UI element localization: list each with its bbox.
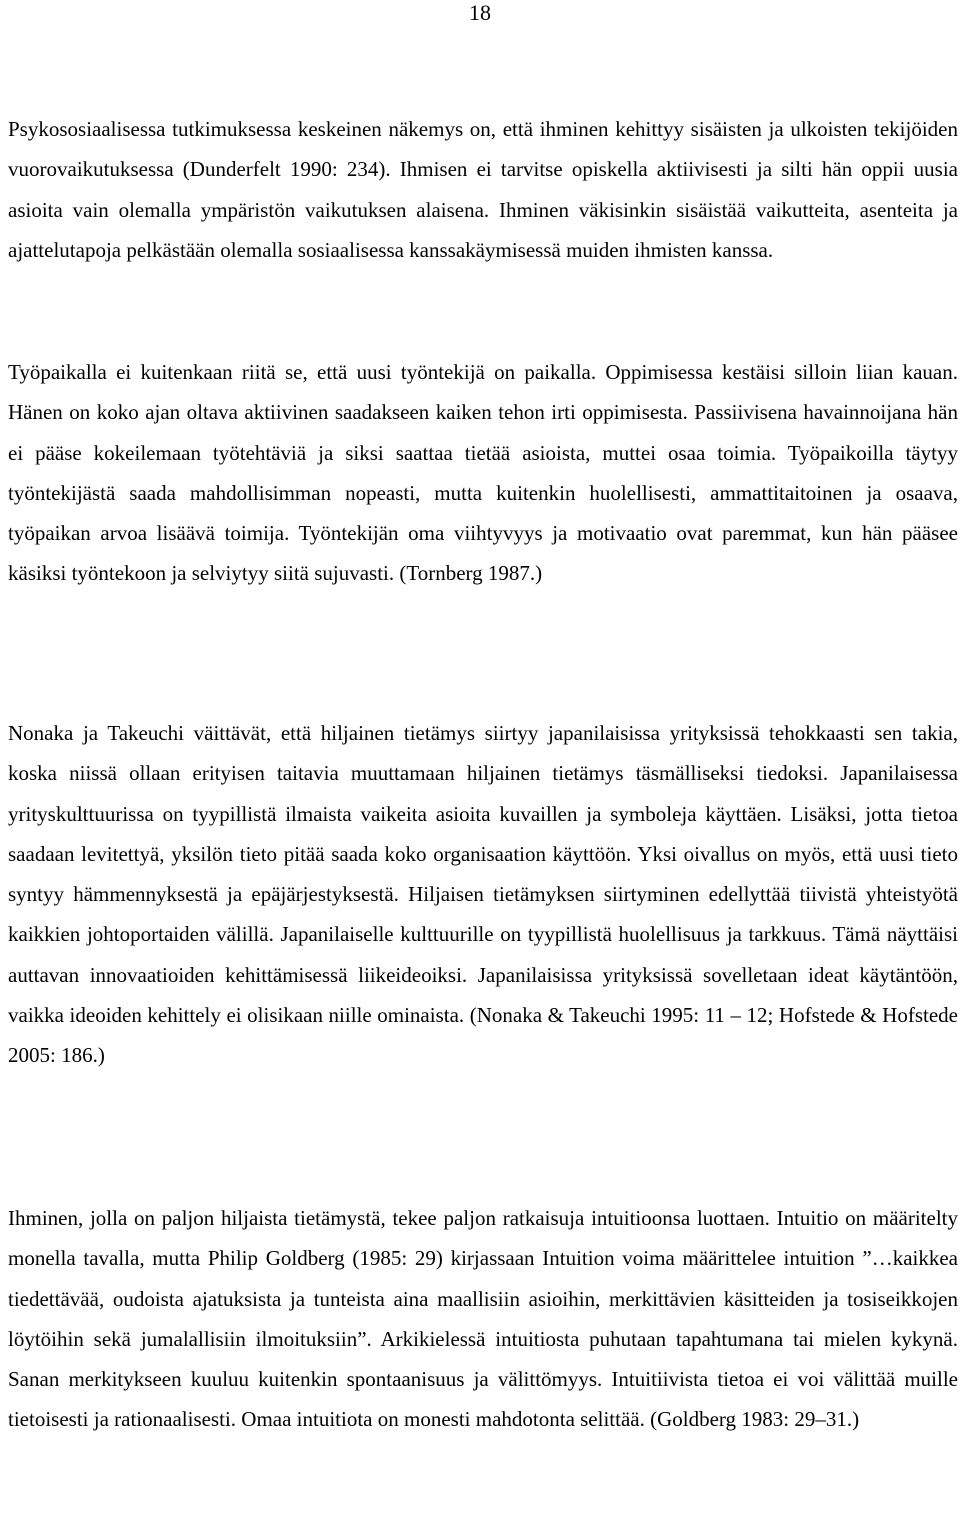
paragraph-psychosocial-research: Psykososiaalisessa tutkimuksessa keskeinen näkemys on, että ihminen kehittyy sisäisten ja ulkoisten tekijöiden vuorovaikutuksessa (Dunderfelt 1990: 234). Ihmisen ei tarvitse opiskella aktiivisesti ja silti hän oppii uusia asioita vain olemalla ympäristön vaikutuksen alaisena. Ihminen väkisinkin sisäistää vaikutteita, asenteita ja ajattelutapoja pelkästään olemalla sosiaalisessa kanssakäymisessä muiden ihmisten kanssa. (8, 117, 958, 262)
paragraph-workplace-learning: Työpaikalla ei kuitenkaan riitä se, että uusi työntekijä on paikalla. Oppimisessa kestäisi silloin liian kauan. Hänen on koko ajan oltava aktiivinen saadakseen kaiken tehon irti oppimisesta. Passiivisena havainnoijana hän ei pääse kokeilemaan työtehtäviä ja siksi saattaa tietää asioista, muttei osaa toimia. Työpaikoilla täytyy työntekijästä saada mahdollisimman nopeasti, mutta kuitenkin huolellisesti, ammattitaitoinen ja osaava, työpaikan arvoa lisäävä toimija. Työntekijän oma viihtyvyys ja motivaatio ovat paremmat, kun hän pääsee käsiksi työntekoon ja selviytyy siitä sujuvasti. (Tornberg 1987.) (8, 360, 958, 586)
page-number: 18 (469, 0, 491, 25)
paragraph-nonaka-takeuchi: Nonaka ja Takeuchi väittävät, että hiljainen tietämys siirtyy japanilaisissa yrityksissä tehokkaasti sen takia, koska niissä ollaan erityisen taitavia muuttamaan hiljainen tietämys täsmälliseksi tiedoksi. Japanilaisessa yrityskulttuurissa on tyypillistä ilmaista vaikeita asioita kuvaillen ja symboleja käyttäen. Lisäksi, jotta tietoa saadaan levitettyä, yksilön tieto pitää saada koko organisaation käyttöön. Yksi oivallus on myös, että uusi tieto syntyy hämmennyksestä ja epäjärjestyksestä. Hiljaisen tietämyksen siirtyminen edellyttää tiivistä yhteistyötä kaikkien johtoportaiden välillä. Japanilaiselle kulttuurille on tyypillistä huolellisuus ja tarkkuus. Tämä näyttäisi auttavan innovaatioiden kehittämisessä liikeideoiksi. Japanilaisissa yrityksissä sovelletaan ideat käytäntöön, vaikka ideoiden kehittely ei olisikaan niille ominaista. (Nonaka & Takeuchi 1995: 11 – 12; Hofstede & Hofstede 2005: 186.) (8, 721, 958, 1068)
paragraph-intuition: Ihminen, jolla on paljon hiljaista tietämystä, tekee paljon ratkaisuja intuitioonsa luottaen. Intuitio on määritelty monella tavalla, mutta Philip Goldberg (1985: 29) kirjassaan Intuition voima määrittelee intuition ”…kaikkea tiedettävää, oudoista ajatuksista ja tunteista aina maallisiin asioihin, merkittävien käsitteiden ja tosiseikkojen löytöihin sekä jumalallisiin ilmoituksiin”. Arkikielessä intuitiosta puhutaan tapahtumana tai mielen kykynä. Sanan merkitykseen kuuluu kuitenkin spontaanisuus ja välittömyys. Intuitiivista tietoa ei voi välittää muille tietoisesti ja rationaalisesti. Omaa intuitiota on monesti mahdotonta selittää. (Goldberg 1983: 29–31.) (8, 1206, 958, 1432)
